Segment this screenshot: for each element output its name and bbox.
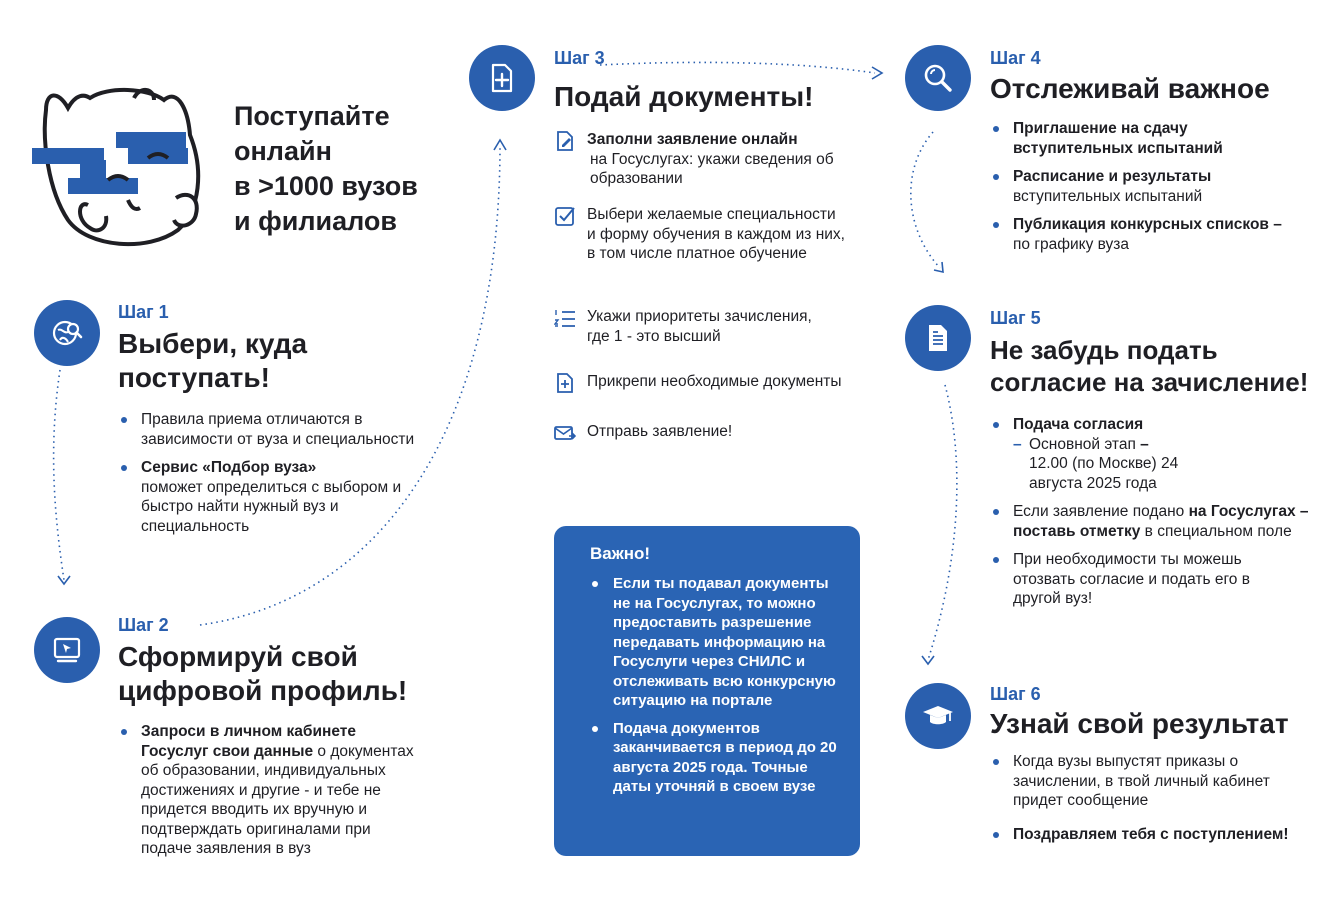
list-item: [118, 458, 448, 536]
step2-title-line: цифровой профиль!: [118, 675, 408, 706]
step1-list: [118, 410, 448, 545]
attach-document-icon: [554, 372, 576, 394]
item-text: на Госуслугах: укажи сведения об образовании: [590, 150, 834, 187]
item-bold: Расписание и результаты: [1013, 168, 1212, 185]
item-bold: Публикация конкурсных списков –: [1013, 216, 1282, 233]
item-bold: Поздравляем тебя с поступлением!: [1013, 825, 1289, 843]
intro-line: онлайн: [234, 136, 332, 166]
intro-line: и филиалов: [234, 206, 397, 236]
step6-icon-circle: [905, 683, 971, 749]
list-item: [990, 119, 1310, 158]
step1-title-line: поступать!: [118, 362, 270, 393]
list-item: Подача документов заканчивается в период до 20 августа 2025 года. Точные даты уточняй в своем вузе: [586, 719, 848, 797]
item-bold: Подача согласия: [1013, 416, 1144, 433]
step1-title-line: Выбери, куда: [118, 328, 308, 359]
intro-line: в >1000 вузов: [234, 171, 418, 201]
step1-label: Шаг 1: [118, 302, 169, 322]
item-bold: Запроси в личном кабинете Госуслуг свои данные: [141, 723, 356, 760]
step5-list: [990, 415, 1310, 618]
item-text: Правила приема отличаются в зависимости от вуза и специальности: [141, 411, 415, 448]
add-document-icon: [485, 61, 519, 95]
step5-title-line: Не забудь подать: [990, 335, 1218, 365]
step5-title: [990, 334, 1308, 398]
step3-item-3: [554, 307, 894, 352]
send-mail-icon: [554, 422, 576, 444]
list-item: [990, 825, 1310, 845]
magnifier-icon: [921, 61, 955, 95]
item-text: Когда вузы выпустят приказы о зачислении, в твой личный кабинет придет сообщение: [1013, 753, 1270, 809]
step4-icon-circle: [905, 45, 971, 111]
important-title: Важно!: [590, 544, 651, 563]
list-item: [990, 550, 1310, 609]
step3-item-4: [554, 372, 894, 396]
step6-label: Шаг 6: [990, 684, 1041, 704]
step1-icon-circle: [34, 300, 100, 366]
item-text: Отправь заявление!: [587, 423, 733, 440]
item-text: поможет определиться с выбором и быстро найти нужный вуз и специальность: [141, 478, 402, 535]
item-text: по графику вуза: [1013, 235, 1130, 253]
item-bold: на Госуслугах – поставь отметку: [1013, 503, 1309, 540]
item-text: Основной этап: [1029, 435, 1136, 453]
list-item: [118, 722, 423, 859]
step3-item-2: [554, 205, 894, 285]
step1-title: [118, 327, 307, 395]
step2-title-line: Сформируй свой: [118, 641, 358, 672]
globe-search-icon: [50, 316, 84, 350]
intro-line: Поступайте: [234, 101, 390, 131]
step5-title-line: согласие на зачисление!: [990, 367, 1309, 397]
item-text: Укажи приоритеты зачисления, где 1 - это высший: [587, 308, 812, 345]
list-item: [990, 752, 1310, 811]
step4-list: [990, 119, 1310, 263]
computer-icon: [50, 633, 84, 667]
item-bold: Приглашение на сдачу вступительных испытаний: [1013, 120, 1223, 157]
step6-list: [990, 752, 1310, 853]
step2-icon-circle: [34, 617, 100, 683]
step3-icon-circle: [469, 45, 535, 111]
item-bold: Сервис «Подбор вуза»: [141, 459, 317, 476]
step5-icon-circle: [905, 305, 971, 371]
item-text: о документах об образовании, индивидуальных достижениях и другие - и тебе не придется вводить их вручную и подтверждать оригиналами при подаче заявления в вуз: [141, 742, 414, 857]
step4-title: Отслеживай важное: [990, 73, 1270, 104]
item-text: в специальном поле: [1140, 522, 1292, 540]
item-text: Выбери желаемые специальности и форму обучения в каждом из них, в том числе платное обучение: [587, 206, 845, 262]
step3-item-1: [554, 130, 894, 190]
list-item: [990, 215, 1310, 254]
list-item: [990, 502, 1310, 541]
item-text: Если заявление подано: [1013, 503, 1189, 520]
step2-title: [118, 640, 407, 708]
step5-label: Шаг 5: [990, 308, 1041, 328]
step2-label: Шаг 2: [118, 615, 169, 635]
step2-list: [118, 722, 423, 868]
item-text: При необходимости ты можешь отозвать согласие и подать его в другой вуз!: [1013, 551, 1250, 607]
important-box: [554, 526, 860, 856]
item-text: 12.00 (по Москве) 24 августа 2025 года: [1029, 455, 1179, 492]
step3-label: Шаг 3: [554, 48, 605, 68]
list-item: Если ты подавал документы не на Госуслугах, то можно предоставить разрешение передавать информацию на Госуслуги через СНИЛС и отслеживать всю конкурсную ситуацию на портале: [586, 574, 848, 711]
step3-title: Подай документы!: [554, 81, 814, 112]
list-item: Подача согласия – Основной этап – 12.00 (по Москве) 24 августа 2025 года: [990, 415, 1310, 493]
list-item: [990, 167, 1310, 206]
step4-label: Шаг 4: [990, 48, 1041, 68]
step6-title: Узнай свой результат: [990, 708, 1289, 739]
checkbox-icon: [554, 205, 576, 227]
step3-item-5: [554, 422, 894, 446]
document-icon: [921, 321, 955, 355]
item-bold: Заполни заявление онлайн: [587, 131, 798, 148]
numbered-list-icon: [554, 307, 576, 329]
list-item: [118, 410, 448, 449]
edit-document-icon: [554, 130, 576, 152]
item-bold: –: [1135, 435, 1149, 453]
item-text: вступительных испытаний: [1013, 187, 1203, 205]
item-text: Прикрепи необходимые документы: [587, 373, 842, 390]
graduation-cap-icon: [921, 699, 955, 733]
important-list: [586, 574, 848, 805]
